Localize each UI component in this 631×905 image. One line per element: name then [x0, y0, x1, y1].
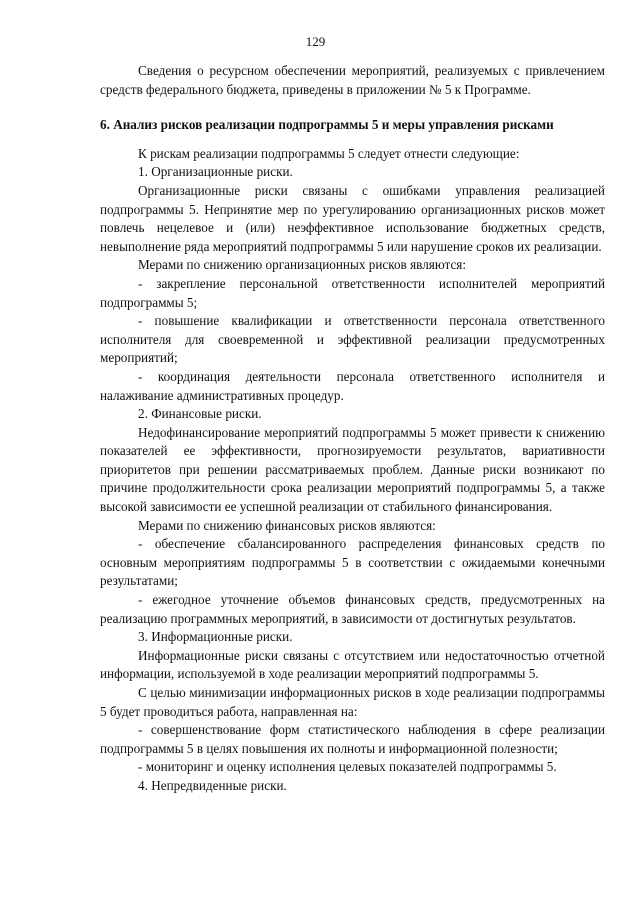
list-item: - координация деятельности персонала ответственного исполнителя и налаживание административных процедур.: [100, 368, 605, 403]
list-item: - совершенствование форм статистического наблюдения в сфере реализации подпрограммы 5 в целях повышения их полноты и информационной полезности;: [100, 722, 605, 756]
list-item: - мониторинг и оценку исполнения целевых показателей подпрограммы 5.: [138, 759, 557, 775]
document-body: [100, 62, 605, 796]
paragraph: Недофинансирование мероприятий подпрограммы 5 может привести к снижению показателей ее эффективности, прогнозируемости результатов, вариативности приоритетов при решении рассматриваемых проблем. Данные риски возникают по причине продолжительности срока реализации мероприятий подпрограммы 5, а также высокой зависимости ее успешной реализации от стабильного финансирования.: [100, 424, 605, 515]
list-item: - повышение квалификации и ответственности персонала ответственного исполнителя для своевременной и эффективной реализации предусмотренных мероприятий;: [100, 313, 605, 366]
paragraph: 4. Непредвиденные риски.: [138, 777, 287, 793]
paragraph: 1. Организационные риски.: [138, 164, 293, 180]
paragraph-intro: Сведения о ресурсном обеспечении мероприятий, реализуемых с привлечением средств федерального бюджета, приведены в приложении № 5 к Программе.: [100, 63, 605, 97]
paragraph: Мерами по снижению финансовых рисков являются:: [138, 517, 436, 533]
paragraph: Мерами по снижению организационных рисков являются:: [138, 257, 467, 273]
paragraph: С целью минимизации информационных рисков в ходе реализации подпрограммы 5 будет проводиться работа, направленная на:: [100, 685, 605, 719]
section-heading: 6. Анализ рисков реализации подпрограммы 5 и меры управления рисками: [100, 117, 554, 133]
paragraph: 2. Финансовые риски.: [138, 406, 262, 422]
paragraph: 3. Информационные риски.: [138, 629, 293, 645]
list-item: - обеспечение сбалансированного распределения финансовых средств по основным мероприятиям подпрограммы 5 в соответствии с ожидаемыми конечными результатами;: [100, 536, 605, 589]
list-item: - ежегодное уточнение объемов финансовых средств, предусмотренных на реализацию программных мероприятий, в зависимости от достигнутых результатов.: [100, 592, 605, 626]
paragraph: Информационные риски связаны с отсутствием или недостаточностью отчетной информации, используемой в ходе реализации мероприятий подпрограммы 5.: [100, 647, 605, 682]
paragraph: К рискам реализации подпрограммы 5 следует отнести следующие:: [138, 145, 520, 161]
list-item: - закрепление персональной ответственности исполнителей мероприятий подпрограммы 5;: [100, 275, 605, 310]
paragraph: Организационные риски связаны с ошибками управления реализацией подпрограммы 5. Непринятие мер по урегулированию организационных рисков может повлечь нецелевое и (или) неэффективное использование бюджетных средств, невыполнение ряда мероприятий подпрограммы 5 или нарушение сроков их реализации.: [100, 182, 605, 254]
page-number: 129: [305, 34, 326, 49]
